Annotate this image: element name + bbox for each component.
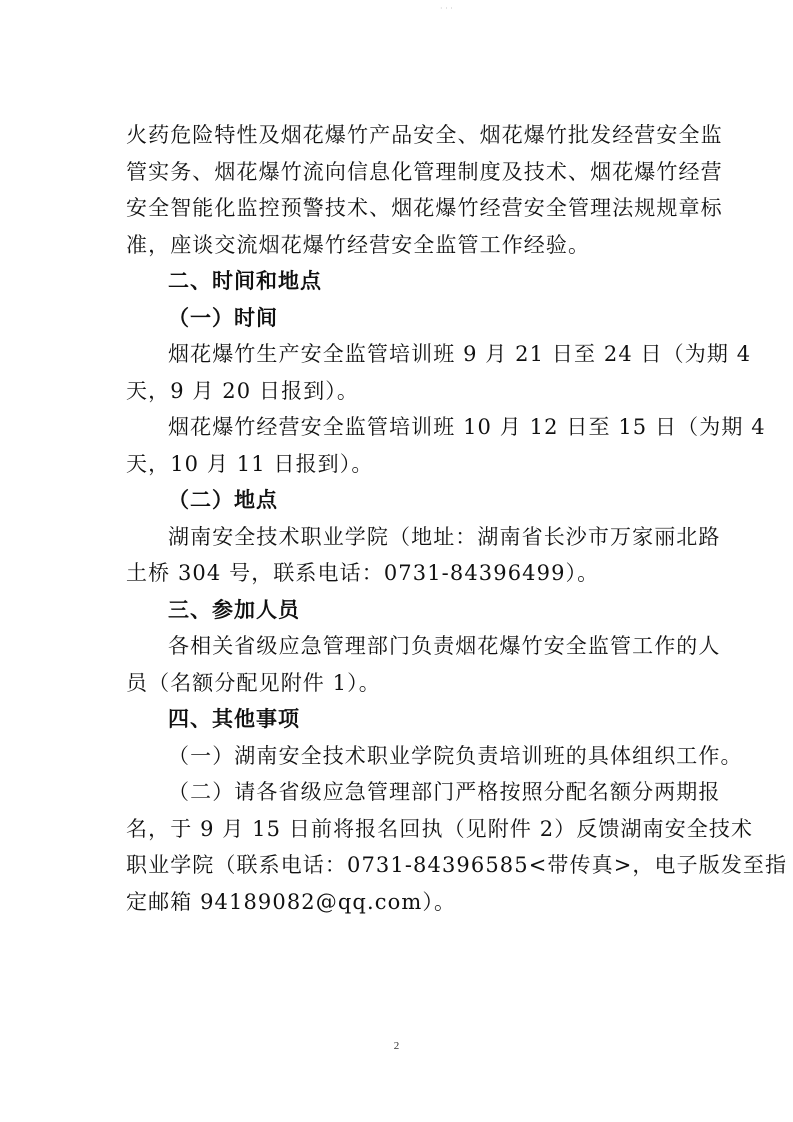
paragraph-first-line: 湖南安全技术职业学院（地址：湖南省长沙市万家丽北路	[168, 524, 721, 549]
paragraph-first-line: （二）请各省级应急管理部门严格按照分配名额分两期报	[168, 780, 721, 804]
body-line: 定邮箱 94189082@qq.com）。	[126, 889, 457, 914]
body-line: 职业学院（联系电话：0731-84396585<带传真>，电子版发至指	[126, 853, 788, 877]
body-line: 安全智能化监控预警技术、烟花爆竹经营安全管理法规规章标	[126, 196, 723, 220]
paragraph-first-line: 烟花爆竹经营安全监管培训班 10 月 12 日至 15 日（为期 4	[168, 415, 766, 439]
body-line: 员（名额分配见附件 1）。	[126, 670, 381, 695]
section-heading: 三、参加人员	[168, 597, 300, 622]
body-line: 火药危险特性及烟花爆竹产品安全、烟花爆竹批发经营安全监	[126, 123, 723, 147]
subsection-heading: （一）时间	[168, 305, 278, 330]
paragraph-first-line: （一）湖南安全技术职业学院负责培训班的具体组织工作。	[168, 743, 743, 768]
subsection-heading: （二）地点	[168, 488, 278, 512]
body-line: 准，座谈交流烟花爆竹经营安全监管工作经验。	[126, 232, 591, 257]
section-heading: 二、时间和地点	[168, 269, 322, 293]
body-line: 天，10 月 11 日报到）。	[126, 451, 374, 476]
body-line: 土桥 304 号，联系电话：0731-84396499）。	[126, 561, 600, 585]
page-number: 2	[393, 1040, 400, 1052]
body-line: 名，于 9 月 15 日前将报名回执（见附件 2）反馈湖南安全技术	[126, 816, 754, 841]
paragraph-first-line: 各相关省级应急管理部门负责烟花爆竹安全监管工作的人	[168, 634, 721, 658]
document-body	[126, 117, 788, 920]
body-line: 管实务、烟花爆竹流向信息化管理制度及技术、烟花爆竹经营	[126, 159, 723, 184]
section-heading: 四、其他事项	[168, 707, 300, 731]
paragraph-first-line: 烟花爆竹生产安全监管培训班 9 月 21 日至 24 日（为期 4	[168, 342, 752, 366]
body-line: 天，9 月 20 日报到）。	[126, 378, 360, 403]
scan-mark: · · ·	[440, 4, 453, 13]
